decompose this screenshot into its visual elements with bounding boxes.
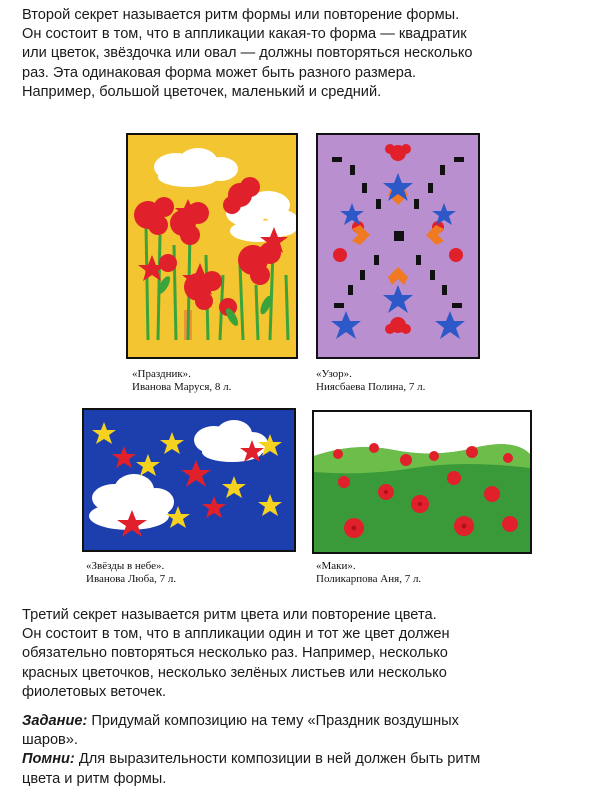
- task-label: Задание:: [22, 713, 88, 729]
- caption-title: «Узор».: [316, 368, 352, 380]
- caption-pattern: [316, 368, 425, 394]
- para-line: Третий секрет называется ритм цвета или повторение цвета.: [22, 607, 437, 623]
- caption-author: Иванова Маруся, 8 л.: [132, 381, 232, 393]
- para-line: фиолетовых веточек.: [22, 683, 167, 700]
- remember-label: Помни:: [22, 751, 75, 768]
- task-text: Придумай композицию на тему «Праздник воздушных: [87, 713, 459, 729]
- caption-holiday: [132, 368, 231, 394]
- task-line: шаров».: [22, 732, 78, 749]
- task-line: цвета и ритм формы.: [22, 770, 167, 787]
- intro-line: или цветок, звёздочка или овал — должны повторяться несколько: [22, 45, 473, 62]
- caption-author: Ниясбаева Полина, 7 л.: [316, 381, 426, 393]
- holiday-illustration: [128, 135, 296, 357]
- caption-poppies: [316, 560, 421, 586]
- intro-line: Он состоит в том, что в аппликации какая-то форма — квадратик: [22, 26, 467, 43]
- remember-text: Для выразительности композиции в ней должен быть ритм: [74, 751, 481, 768]
- color-rhythm-paragraph: [22, 606, 582, 702]
- caption-title: «Маки».: [316, 560, 356, 572]
- caption-author: Иванова Люба, 7 л.: [86, 573, 177, 585]
- artwork-poppies: [312, 410, 532, 554]
- task-line: [22, 712, 582, 731]
- artwork-stars: [82, 408, 296, 552]
- task-block: [22, 712, 582, 789]
- para-line: красных цветочков, несколько зелёных листьев или несколько: [22, 664, 447, 681]
- artwork-pattern: [316, 133, 480, 359]
- caption-title: «Звёзды в небе».: [86, 560, 165, 572]
- stars-illustration: [84, 410, 294, 550]
- intro-line: Второй секрет называется ритм формы или повторение формы.: [22, 7, 460, 23]
- intro-line: Например, большой цветочек, маленький и средний.: [22, 83, 382, 100]
- para-line: обязательно повторяться несколько раз. Например, несколько: [22, 645, 448, 662]
- intro-paragraph: [22, 6, 582, 102]
- poppies-illustration: [314, 412, 530, 552]
- artwork-holiday: [126, 133, 298, 359]
- caption-stars: [86, 560, 176, 586]
- task-line: [22, 750, 582, 769]
- pattern-illustration: [318, 135, 478, 357]
- caption-title: «Праздник».: [132, 368, 191, 380]
- para-line: Он состоит в том, что в аппликации один и тот же цвет должен: [22, 626, 450, 643]
- caption-author: Поликарпова Аня, 7 л.: [316, 573, 422, 585]
- intro-line: раз. Эта одинаковая форма может быть разного размера.: [22, 64, 417, 81]
